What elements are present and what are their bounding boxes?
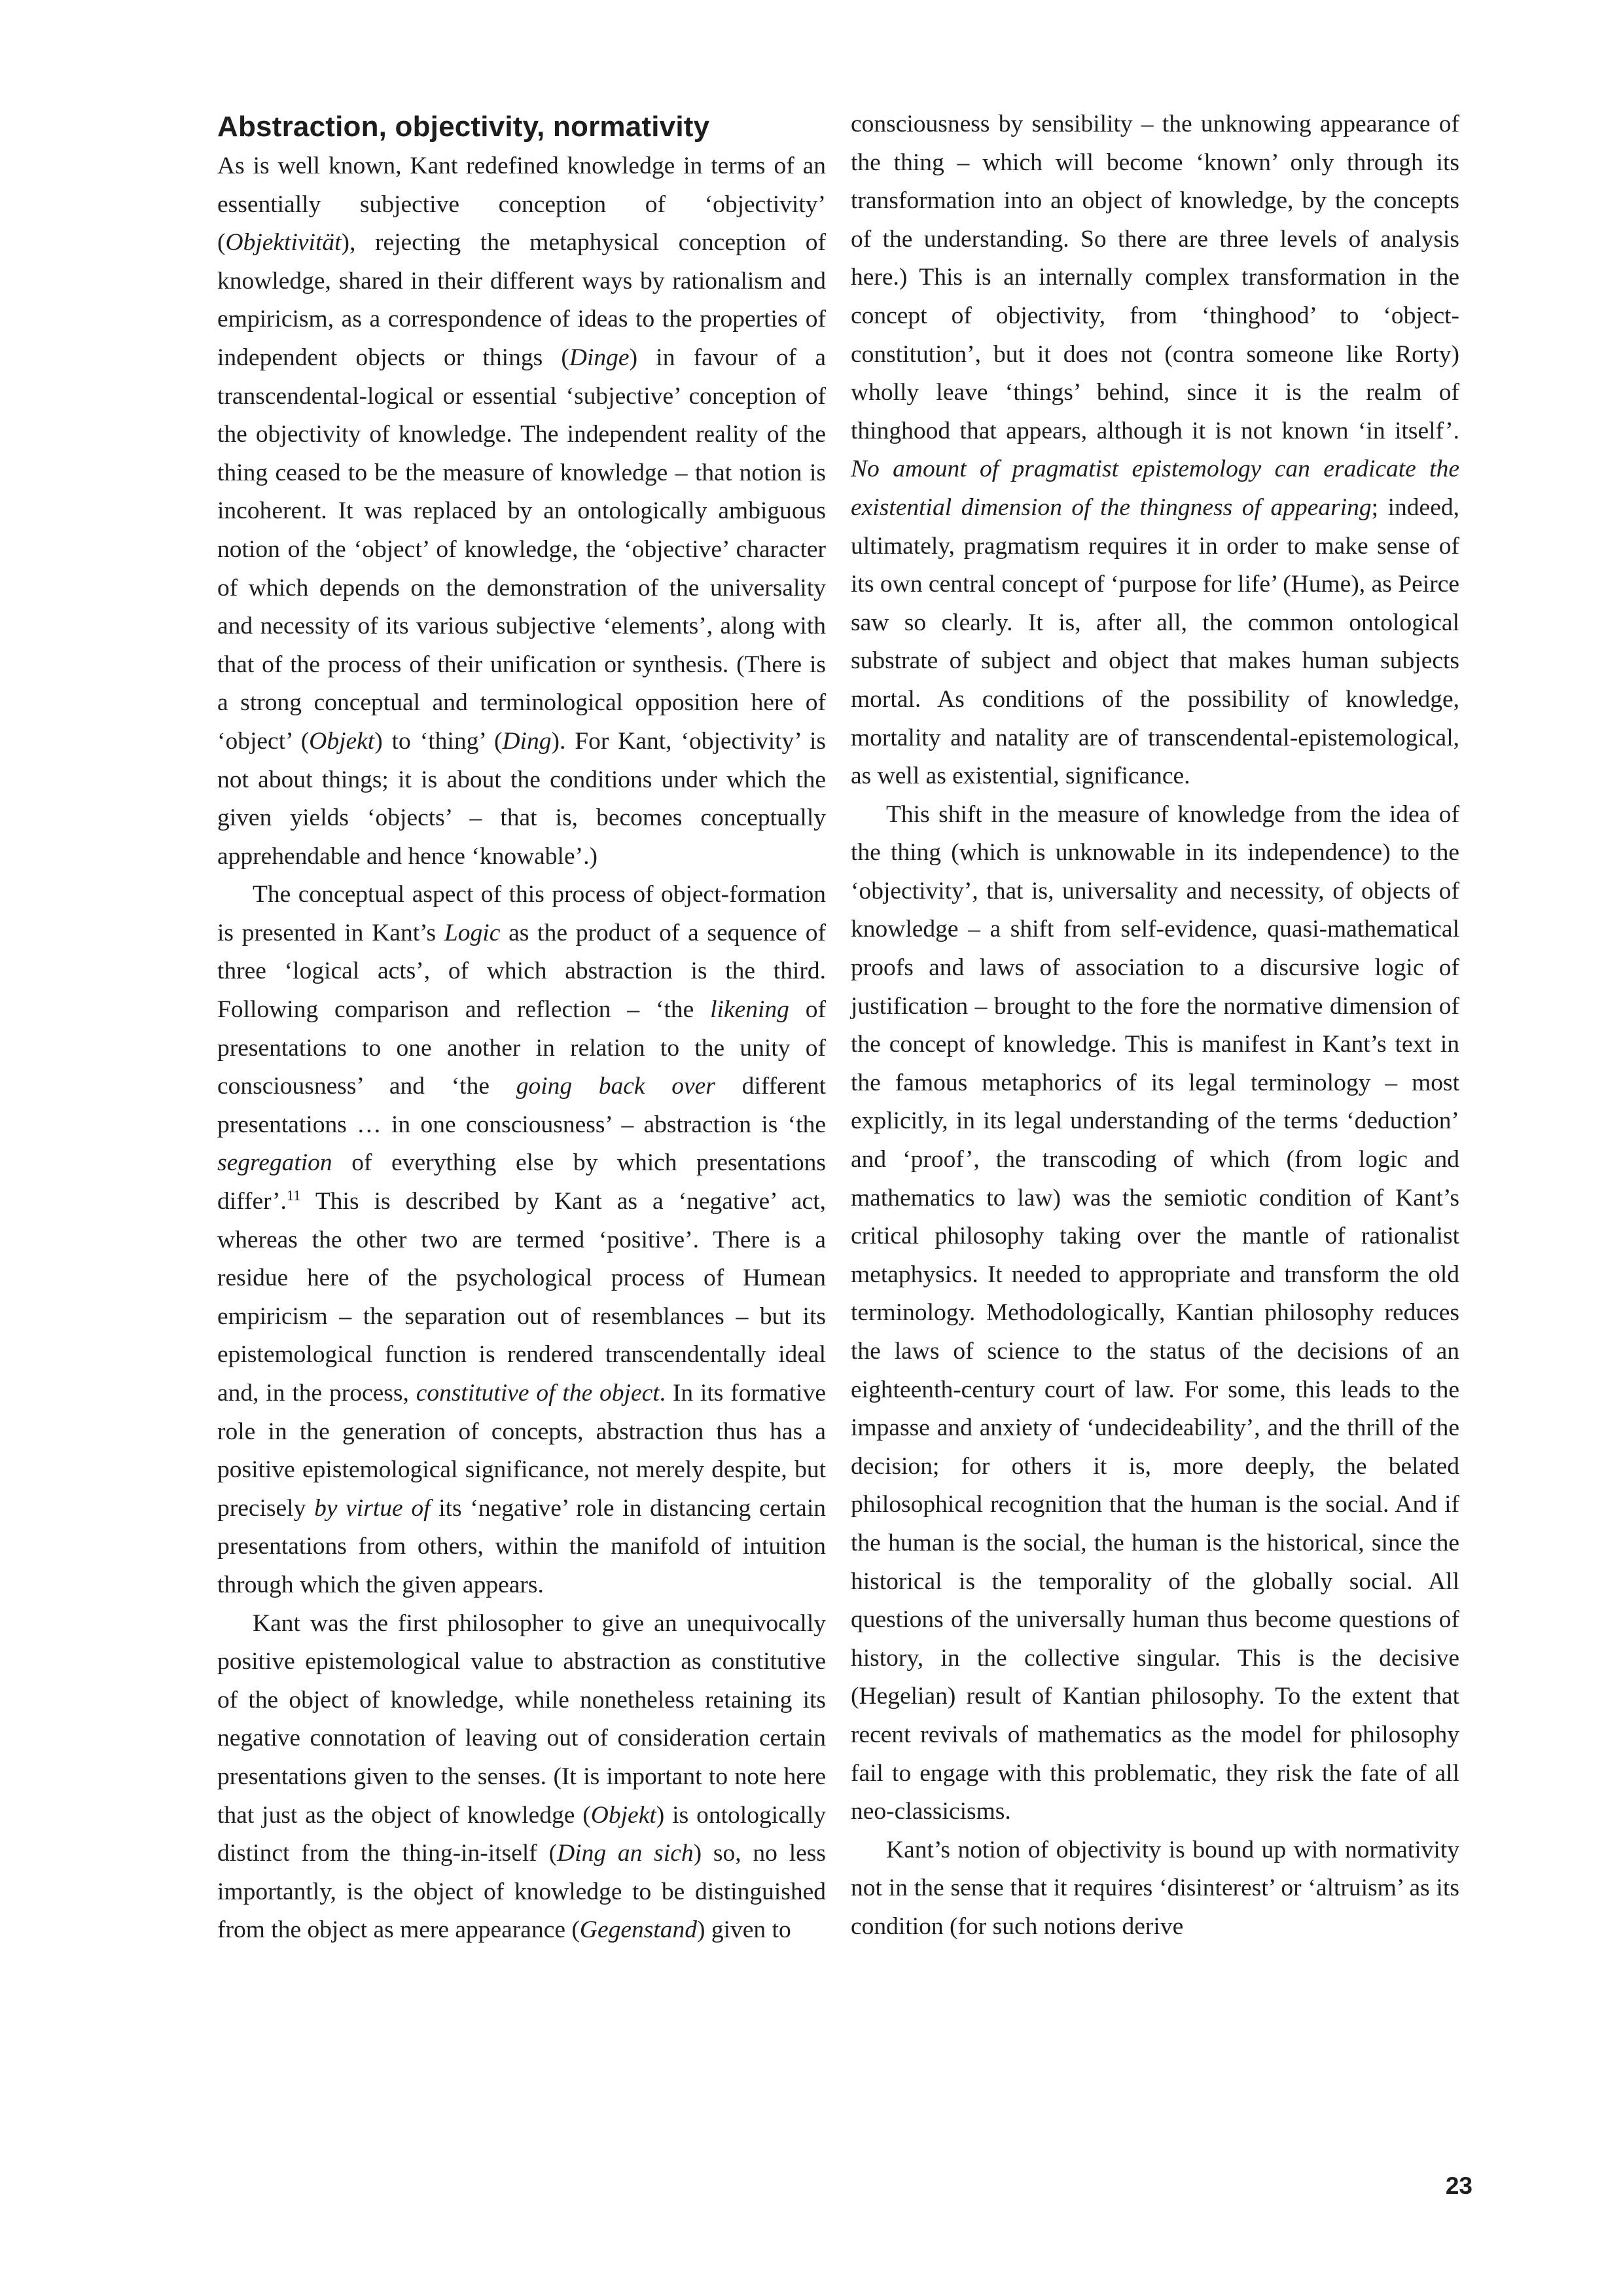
paragraph-text: ) given to bbox=[697, 1916, 791, 1944]
italic-text: Objekt bbox=[309, 727, 375, 755]
left-column bbox=[217, 108, 826, 1950]
section-heading: Abstraction, objectivity, normativity bbox=[217, 111, 710, 143]
paragraph-text: This is described by Kant as a ‘negative’ act, whereas the other two are termed ‘positive’. There is a residue here of the psychological process of Humean empiricism – the separation out of resemblances – but its epistemological function is rendered transcendentally ideal and, in the process, bbox=[217, 1188, 826, 1407]
paragraph-text: as the product of a sequence of three ‘logical acts’, of which abstraction is the third. Following comparison and reflection – ‘the bbox=[217, 919, 826, 1024]
paragraph-text: ) is ontologically distinct from the thing-in-itself ( bbox=[217, 1801, 826, 1867]
paragraph-text: Kant was the first philosopher to give an unequivocally positive epistemological value to abstraction as constitutive of the object of knowledge, while nonetheless retaining its negative connotation of leaving out of consideration certain presentations given to the senses. (It is important to note here that just as the object of knowledge ( bbox=[217, 1609, 826, 1829]
italic-text: segregation bbox=[217, 1149, 332, 1177]
paragraph-text: consciousness by sensibility – the unknowing appearance of the thing – which will become ‘known’ only through its transformation into an object of knowledge, by the concepts of the understanding. So there are three levels of analysis here.) This is an internally complex transformation in the concept of objectivity, from ‘thinghood’ to ‘object-constitution’, but it does not (contra someone like Rorty) wholly leave ‘things’ behind, since it is the realm of thinghood that appears, although it is not known ‘in itself’. bbox=[851, 111, 1459, 444]
paragraph-text: As is well known, Kant redefined knowledge in terms of an essentially subjective conception of ‘objectivity’ ( bbox=[217, 152, 826, 257]
paragraph-text: ; indeed, ultimately, pragmatism requires it in order to make sense of its own central concept of ‘purpose for life’ (Hume), as Peirce saw so clearly. It is, after all, the common ontological substrate of subject and object that makes human subjects mortal. As conditions of the possibility of knowledge, mortality and natality are of transcendental-epistemological, as well as existential, significance. bbox=[851, 493, 1459, 790]
body-paragraph bbox=[851, 105, 1459, 796]
paragraph-text: ) to ‘thing’ ( bbox=[374, 727, 503, 755]
italic-text: Ding an sich bbox=[557, 1840, 694, 1867]
body-paragraph bbox=[851, 1831, 1459, 1946]
paragraph-text: This shift in the measure of knowledge from the idea of the thing (which is unknowable in its independence) to the ‘objectivity’, that is, universality and necessity, of objects of knowledge – a shift from self-evidence, quasi-mathematical proofs and laws of association to a discursive logic of justification – brought to the fore the normative dimension of the concept of knowledge. This is manifest in Kant’s text in the famous metaphorics of its legal terminology – most explicitly, in its legal understanding of the terms ‘deduction’ and ‘proof’, the transcoding of which (from logic and mathematics to law) was the semiotic condition of Kant’s critical philosophy taking over the mantle of rationalist metaphysics. It needed to appropriate and transform the old terminology. Methodologically, Kantian philosophy reduces the laws of science to the status of the decisions of an eighteenth-century court of law. For some, this leads to the impasse and anxiety of ‘undecideability’, and the thrill of the decision; for others it is, more deeply, the belated philosophical recognition that the human is the social. And if the human is the social, the human is the historical, since the historical is the temporality of the globally social. All questions of the universally human thus become questions of history, in the collective singular. This is the decisive (Hegelian) result of Kantian philosophy. To the extent that recent revivals of mathematics as the model for philosophy fail to engage with this problematic, they risk the fate of all neo-classicisms. bbox=[851, 800, 1459, 1825]
page-number: 23 bbox=[1445, 2172, 1472, 2199]
paragraph-text: different presentations … in one consciousness’ – abstraction is ‘the bbox=[217, 1073, 827, 1138]
italic-text: Dinge bbox=[569, 344, 630, 371]
paragraph-text: The conceptual aspect of this process of object-formation is presented in Kant’s bbox=[217, 881, 826, 946]
paragraph-text: its ‘negative’ role in distancing certain presentations from others, within the manifold of intuition through which the given appears. bbox=[217, 1494, 826, 1598]
italic-text: Logic bbox=[444, 919, 501, 946]
italic-text: Ding bbox=[502, 727, 552, 755]
body-paragraph bbox=[217, 1605, 826, 1950]
body-paragraph bbox=[217, 147, 826, 876]
body-paragraph bbox=[851, 796, 1459, 1831]
italic-text: going back over bbox=[516, 1073, 715, 1100]
paragraph-text: of everything else by which presentations differ’. bbox=[217, 1149, 826, 1215]
right-column bbox=[851, 105, 1459, 1946]
body-paragraph bbox=[217, 876, 826, 1604]
paragraph-text: Kant’s notion of objectivity is bound up with normativity not in the sense that it requires ‘disinterest’ or ‘altruism’ as its condition (for such notions derive bbox=[851, 1836, 1459, 1940]
footnote-marker: 11 bbox=[286, 1187, 301, 1204]
paragraph-text: ). For Kant, ‘objectivity’ is not about things; it is about the conditions under which the given yields ‘objects’ – that is, becomes conceptually apprehendable and hence ‘knowable’.) bbox=[217, 727, 826, 870]
paragraph-text: ) in favour of a transcendental-logical or essential ‘subjective’ conception of the objectivity of knowledge. The independent reality of the thing ceased to be the measure of knowledge – that notion is incoherent. It was replaced by an ontologically ambiguous notion of the ‘object’ of knowledge, the ‘objective’ character of which depends on the demonstration of the universality and necessity of its various subjective ‘elements’, along with that of the process of their unification or synthesis. (There is a strong conceptual and terminological opposition here of ‘object’ ( bbox=[217, 344, 826, 755]
italic-text: Gegenstand bbox=[579, 1916, 697, 1944]
italic-text: Objekt bbox=[590, 1801, 656, 1829]
paragraph-text: ), rejecting the metaphysical conception of knowledge, shared in their different ways by rationalism and empiricism, as a correspondence of ideas to the properties of independent objects or things ( bbox=[217, 229, 826, 371]
italic-text: likening bbox=[710, 996, 789, 1024]
paragraph-text: ) so, no less importantly, is the object of knowledge to be distinguished from the object as mere appearance ( bbox=[217, 1840, 826, 1944]
italic-text: by virtue of bbox=[314, 1494, 431, 1522]
italic-text: Objektivität bbox=[225, 229, 342, 257]
italic-text: No amount of pragmatist epistemology can eradicate the existential dimension of the thingness of appearing bbox=[851, 456, 1459, 521]
paragraph-text: of presentations to one another in relation to the unity of consciousness’ and ‘the bbox=[217, 996, 826, 1100]
italic-text: constitutive of the object bbox=[416, 1380, 660, 1407]
paragraph-text: . In its formative role in the generation of concepts, abstraction thus has a positive epistemological significance, not merely despite, but precisely bbox=[217, 1380, 826, 1522]
